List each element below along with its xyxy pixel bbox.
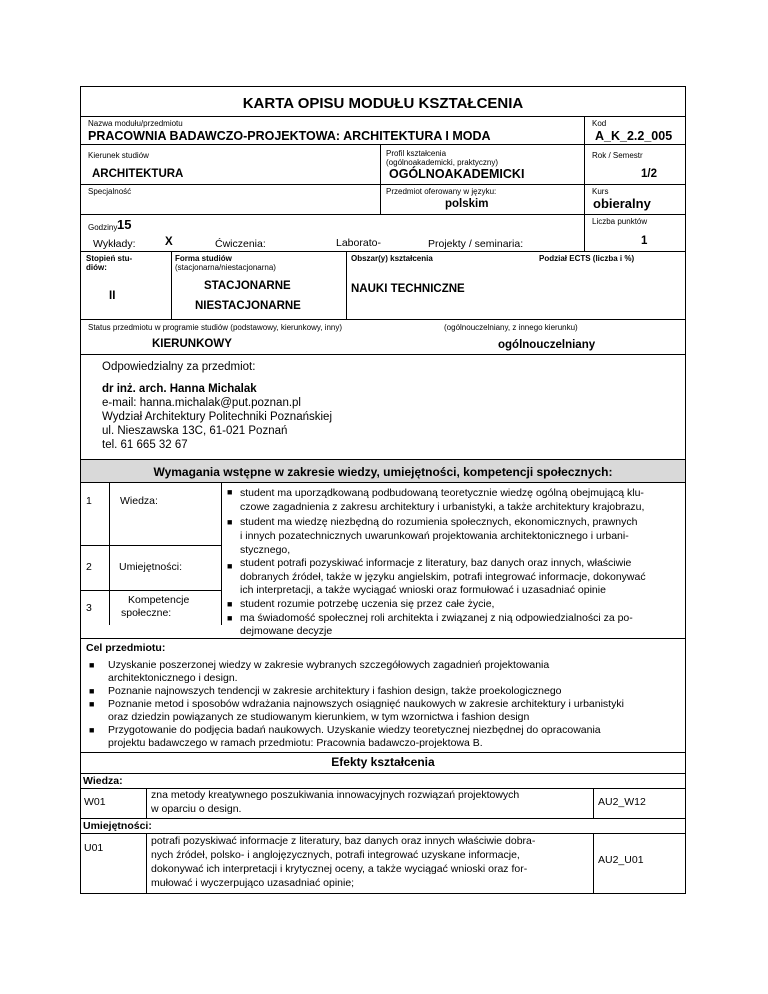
bullet: ■: [89, 686, 95, 696]
area-value: NAUKI TECHNICZNE: [351, 283, 465, 295]
u01-line: potrafi pozyskiwać informacje z literatury, baz danych oraz innych właściwie dobra-: [151, 835, 536, 847]
divider: [221, 482, 222, 625]
course-value: obieralny: [593, 196, 651, 211]
projects-label: Projekty / seminaria:: [428, 238, 524, 250]
card-title: KARTA OPISU MODUŁU KSZTAŁCENIA: [242, 95, 524, 112]
responsible-phone: tel. 61 665 32 67: [102, 439, 188, 451]
form-label-sub: (stacjonarna/niestacjonarna): [175, 263, 276, 272]
req-line: ich interpretacji, a także wyciągać wnioski oraz formułować i uzasadniać opinie: [240, 584, 606, 596]
ects-label: Podział ECTS (liczba i %): [539, 254, 635, 263]
goal-line: projektu badawczego w ramach przedmiotu: Pracownia badawczo-projektowa B.: [108, 737, 483, 749]
divider: [171, 251, 172, 319]
form-label: Forma studiów: [175, 254, 232, 263]
profile-value: OGÓLNOAKADEMICKI: [389, 167, 525, 181]
goal-line: Poznanie najnowszych tendencji w zakresie architektury i fashion design, także proekologicznego: [108, 685, 562, 697]
responsible-faculty: Wydział Architektury Politechniki Poznańskiej: [102, 411, 332, 423]
divider: [109, 482, 110, 625]
status-value: KIERUNKOWY: [152, 338, 232, 350]
divider: [346, 251, 347, 319]
level-label: Stopień stu-: [86, 254, 133, 263]
lectures-label: Wykłady:: [93, 238, 136, 250]
points-value: 1: [641, 235, 648, 247]
language-value: polskim: [445, 198, 489, 210]
divider: [81, 354, 685, 355]
divider: [81, 116, 685, 117]
goal-line: Przygotowanie do podjęcia badań naukowych. Uzyskanie wiedzy teoretycznej niezbędnej do opracowania: [108, 724, 601, 736]
u01-line: nych źródeł, polsko- i anglojęzycznych, potrafi integrować uzyskane informacje,: [151, 849, 520, 861]
bullet: ■: [227, 487, 233, 497]
hours-value: 15: [117, 217, 132, 232]
divider: [81, 184, 685, 185]
divider: [584, 184, 585, 214]
labs-label: Laborato-: [336, 237, 381, 249]
divider: [81, 319, 685, 320]
bullet: ■: [89, 725, 95, 735]
module-name: PRACOWNIA BADAWCZO-PROJEKTOWA: ARCHITEKTURA I MODA: [88, 129, 491, 143]
req-line: stycznego,: [240, 544, 291, 556]
w01-code: W01: [84, 796, 106, 808]
req-label-3: Kompetencje: [128, 594, 190, 606]
divider: [146, 833, 147, 893]
general-value: ogólnouczelniany: [498, 339, 596, 351]
module-card: [80, 86, 686, 894]
divider: [584, 144, 585, 184]
divider: [81, 590, 222, 591]
level-value: II: [109, 290, 116, 302]
module-code: A_K_2.2_005: [595, 129, 673, 143]
req-label-2: Umiejętności:: [119, 561, 183, 573]
form-value-1: STACJONARNE: [204, 280, 291, 292]
goal-line: Uzyskanie poszerzonej wiedzy w zakresie wybranych szczegółowych zagadnień projektowania: [108, 659, 550, 671]
divider: [81, 482, 685, 483]
divider: [380, 144, 381, 184]
req-label-3-sub: społeczne:: [121, 607, 172, 619]
profile-label: Profil kształcenia: [386, 149, 447, 158]
bullet: ■: [227, 517, 233, 527]
divider: [146, 788, 147, 818]
divider: [584, 214, 585, 251]
responsible-email: e-mail: hanna.michalak@put.poznan.pl: [102, 397, 301, 409]
skills-label: Umiejętności:: [83, 820, 152, 832]
req-line: student ma wiedzę niezbędną do rozumienia społecznych, ekonomicznych, prawnych: [240, 516, 638, 528]
exercises-label: Ćwiczenia:: [215, 238, 266, 250]
lectures-mark: X: [165, 236, 173, 248]
divider: [81, 214, 685, 215]
bullet: ■: [89, 699, 95, 709]
module-name-label: Nazwa modułu/przedmiotu: [88, 119, 183, 128]
direction-value: ARCHITEKTURA: [92, 168, 184, 180]
w01-line: zna metody kreatywnego poszukiwania innowacyjnych rozwiązań projektowych: [151, 789, 520, 801]
req-label-1: Wiedza:: [120, 495, 158, 507]
divider: [81, 818, 685, 819]
divider: [81, 833, 685, 834]
req-line: student potrafi pozyskiwać informacje z literatury, baz danych oraz innych, właściwie: [240, 557, 632, 569]
req-line: i innych pozatechnicznych uwarunkowań projektowania architektonicznego i urbani-: [240, 530, 629, 542]
points-label: Liczba punktów: [592, 217, 648, 226]
knowledge-label: Wiedza:: [83, 775, 123, 787]
u01-line: dokonywać ich interpretacji i krytycznej oceny, a także wyciągać wnioski oraz for-: [151, 863, 528, 875]
profile-label-sub: (ogólnoakademicki, praktyczny): [386, 158, 499, 167]
direction-label: Kierunek studiów: [88, 151, 149, 160]
goal-line: architektonicznego i design.: [108, 672, 238, 684]
w01-ref: AU2_W12: [598, 796, 646, 808]
divider: [593, 788, 594, 818]
bullet: ■: [227, 561, 233, 571]
req-line: student rozumie potrzebę uczenia się przez całe życie,: [240, 598, 495, 610]
goal-line: oraz dziedzin powiązanych ze studiowanym kierunkiem, w tym wzornictwa i fashion design: [108, 711, 530, 723]
u01-ref: AU2_U01: [598, 854, 644, 866]
req-line: student ma uporządkowaną podbudowaną teoretycznie wiedzę ogólną obejmującą klu-: [240, 487, 644, 499]
req-line: czowe zagadnienia z zakresu architektury i urbanistyki, a także architektury krajobrazu,: [240, 501, 645, 513]
course-label: Kurs: [592, 187, 609, 196]
hours-label: Godziny: [88, 223, 118, 232]
general-label: (ogólnouczelniany, z innego kierunku): [444, 323, 578, 332]
divider: [81, 545, 222, 546]
req-line: dejmowane decyzje: [240, 625, 333, 637]
req-num-1: 1: [86, 495, 92, 507]
year-value: 1/2: [641, 168, 657, 180]
language-label: Przedmiot oferowany w języku:: [386, 187, 497, 196]
goal-heading: Cel przedmiotu:: [86, 642, 166, 654]
req-line: ma świadomość społecznej roli architekta i związanej z nią odpowiedzialności za po-: [240, 612, 633, 624]
req-num-2: 2: [86, 561, 92, 573]
requirements-heading: Wymagania wstępne w zakresie wiedzy, umiejętności, kompetencji społecznych:: [153, 465, 613, 479]
year-label: Rok / Semestr: [592, 151, 643, 160]
u01-code: U01: [84, 842, 104, 854]
specialty-label: Specjalność: [88, 187, 132, 196]
level-label-sub: diów:: [86, 263, 107, 272]
status-label: Status przedmiotu w programie studiów (podstawowy, kierunkowy, inny): [88, 323, 343, 332]
divider: [81, 144, 685, 145]
divider: [593, 833, 594, 893]
bullet: ■: [89, 660, 95, 670]
divider: [81, 638, 685, 639]
req-num-3: 3: [86, 602, 92, 614]
goal-line: Poznanie metod i sposobów wdrażania najnowszych osiągnięć naukowych w zakresie architektury i urbanistyki: [108, 698, 624, 710]
divider: [380, 184, 381, 214]
divider: [81, 752, 685, 753]
responsible-street: ul. Nieszawska 13C, 61-021 Poznań: [102, 425, 288, 437]
code-label: Kod: [592, 119, 607, 128]
responsible-label: Odpowiedzialny za przedmiot:: [102, 361, 256, 373]
divider: [584, 116, 585, 144]
area-label: Obszar(y) kształcenia: [351, 254, 433, 263]
form-value-2: NIESTACJONARNE: [195, 300, 301, 312]
w01-line: w oparciu o design.: [151, 803, 242, 815]
u01-line: mułować i wyczerpująco uzasadniać opinie;: [151, 877, 355, 889]
effects-heading: Efekty kształcenia: [331, 755, 435, 769]
bullet: ■: [227, 599, 233, 609]
divider: [81, 773, 685, 774]
responsible-name: dr inż. arch. Hanna Michalak: [102, 383, 257, 395]
bullet: ■: [227, 613, 233, 623]
req-line: dobranych źródeł, także w języku angielskim, potrafi integrować informacje, dokonywać: [240, 571, 646, 583]
